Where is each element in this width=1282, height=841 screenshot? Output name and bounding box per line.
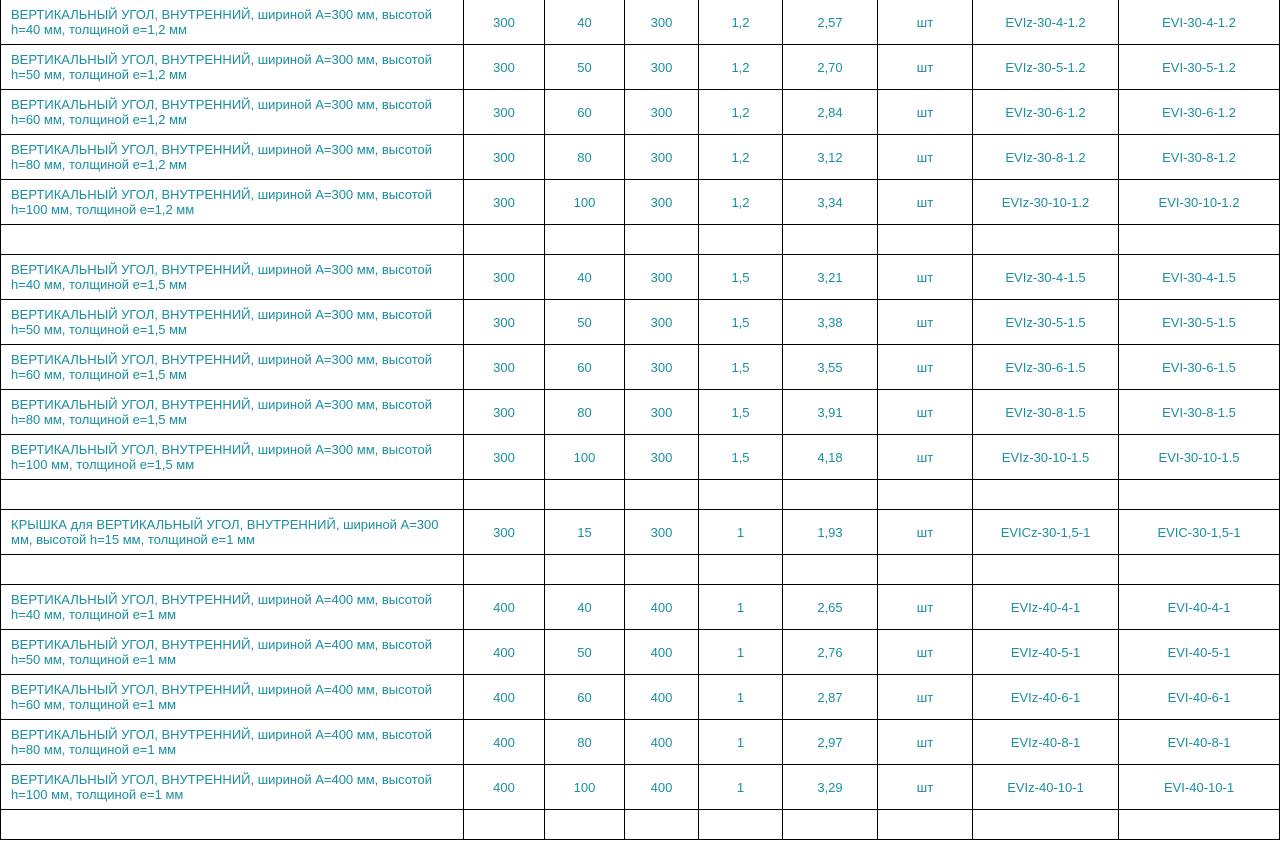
unit-cell: шт — [878, 135, 973, 180]
description-cell: ВЕРТИКАЛЬНЫЙ УГОЛ, ВНУТРЕННИЙ, шириной А=300 мм, высотой h=80 мм, толщиной e=1,5 мм — [1, 390, 464, 435]
article-code-cell: EVI-30-10-1.2 — [1119, 180, 1280, 225]
unit-cell: шт — [878, 390, 973, 435]
width-a-cell: 400 — [464, 675, 545, 720]
table-body — [1, 0, 1280, 840]
weight-cell: 3,12 — [783, 135, 878, 180]
article-code-cell — [1119, 480, 1280, 510]
thickness-cell: 1 — [699, 585, 783, 630]
unit-cell: шт — [878, 255, 973, 300]
weight-cell: 2,97 — [783, 720, 878, 765]
width-a-cell: 300 — [464, 90, 545, 135]
table-row — [1, 180, 1280, 225]
table-row — [1, 0, 1280, 45]
unit-cell: шт — [878, 300, 973, 345]
table-spacer-row — [1, 810, 1280, 840]
height-h-cell: 80 — [545, 135, 625, 180]
weight-cell: 3,29 — [783, 765, 878, 810]
weight-cell: 2,84 — [783, 90, 878, 135]
height-h-cell: 50 — [545, 45, 625, 90]
article-code-z-cell — [973, 555, 1119, 585]
article-code-cell: EVI-30-4-1.5 — [1119, 255, 1280, 300]
weight-cell: 2,87 — [783, 675, 878, 720]
article-code-z-cell: EVIz-40-6-1 — [973, 675, 1119, 720]
height-h-cell — [545, 225, 625, 255]
table-row — [1, 390, 1280, 435]
width-a-cell: 300 — [464, 300, 545, 345]
description-cell — [1, 480, 464, 510]
description-cell: ВЕРТИКАЛЬНЫЙ УГОЛ, ВНУТРЕННИЙ, шириной А=300 мм, высотой h=100 мм, толщиной e=1,5 мм — [1, 435, 464, 480]
description-cell: ВЕРТИКАЛЬНЫЙ УГОЛ, ВНУТРЕННИЙ, шириной А=400 мм, высотой h=80 мм, толщиной e=1 мм — [1, 720, 464, 765]
width-a-cell — [464, 555, 545, 585]
table-row — [1, 255, 1280, 300]
thickness-cell — [699, 810, 783, 840]
description-cell: КРЫШКА для ВЕРТИКАЛЬНЫЙ УГОЛ, ВНУТРЕННИЙ, шириной А=300 мм, высотой h=15 мм, толщиной e=1 мм — [1, 510, 464, 555]
article-code-z-cell: EVIz-30-8-1.2 — [973, 135, 1119, 180]
article-code-z-cell: EVIz-30-10-1.2 — [973, 180, 1119, 225]
width-a-cell — [464, 225, 545, 255]
thickness-cell: 1,2 — [699, 135, 783, 180]
width-a-cell: 300 — [464, 390, 545, 435]
thickness-cell: 1,2 — [699, 0, 783, 45]
length-cell: 300 — [625, 510, 699, 555]
length-cell: 300 — [625, 300, 699, 345]
table-row — [1, 765, 1280, 810]
length-cell: 300 — [625, 345, 699, 390]
width-a-cell: 300 — [464, 345, 545, 390]
table-row — [1, 45, 1280, 90]
description-cell: ВЕРТИКАЛЬНЫЙ УГОЛ, ВНУТРЕННИЙ, шириной А=400 мм, высотой h=40 мм, толщиной e=1 мм — [1, 585, 464, 630]
unit-cell: шт — [878, 765, 973, 810]
height-h-cell — [545, 810, 625, 840]
unit-cell: шт — [878, 90, 973, 135]
article-code-cell: EVI-40-10-1 — [1119, 765, 1280, 810]
height-h-cell: 100 — [545, 435, 625, 480]
width-a-cell: 300 — [464, 435, 545, 480]
thickness-cell: 1 — [699, 510, 783, 555]
unit-cell — [878, 480, 973, 510]
width-a-cell — [464, 480, 545, 510]
weight-cell: 3,55 — [783, 345, 878, 390]
description-cell: ВЕРТИКАЛЬНЫЙ УГОЛ, ВНУТРЕННИЙ, шириной А=300 мм, высотой h=50 мм, толщиной e=1,2 мм — [1, 45, 464, 90]
table-spacer-row — [1, 480, 1280, 510]
height-h-cell: 100 — [545, 180, 625, 225]
length-cell — [625, 225, 699, 255]
article-code-z-cell: EVIz-30-6-1.5 — [973, 345, 1119, 390]
weight-cell — [783, 810, 878, 840]
table-row — [1, 630, 1280, 675]
weight-cell — [783, 480, 878, 510]
weight-cell: 1,93 — [783, 510, 878, 555]
article-code-z-cell: EVIz-30-10-1.5 — [973, 435, 1119, 480]
length-cell: 300 — [625, 135, 699, 180]
length-cell: 300 — [625, 390, 699, 435]
article-code-cell: EVI-30-6-1.2 — [1119, 90, 1280, 135]
unit-cell: шт — [878, 45, 973, 90]
length-cell: 400 — [625, 585, 699, 630]
table-row — [1, 135, 1280, 180]
description-cell: ВЕРТИКАЛЬНЫЙ УГОЛ, ВНУТРЕННИЙ, шириной А=300 мм, высотой h=80 мм, толщиной e=1,2 мм — [1, 135, 464, 180]
article-code-cell — [1119, 810, 1280, 840]
thickness-cell: 1,2 — [699, 180, 783, 225]
thickness-cell: 1 — [699, 720, 783, 765]
article-code-cell: EVI-30-5-1.5 — [1119, 300, 1280, 345]
description-cell: ВЕРТИКАЛЬНЫЙ УГОЛ, ВНУТРЕННИЙ, шириной А=300 мм, высотой h=50 мм, толщиной e=1,5 мм — [1, 300, 464, 345]
description-cell: ВЕРТИКАЛЬНЫЙ УГОЛ, ВНУТРЕННИЙ, шириной А=300 мм, высотой h=40 мм, толщиной e=1,2 мм — [1, 0, 464, 45]
unit-cell: шт — [878, 675, 973, 720]
width-a-cell: 300 — [464, 45, 545, 90]
thickness-cell: 1,5 — [699, 300, 783, 345]
thickness-cell — [699, 480, 783, 510]
height-h-cell: 60 — [545, 90, 625, 135]
weight-cell: 2,76 — [783, 630, 878, 675]
article-code-cell: EVI-40-4-1 — [1119, 585, 1280, 630]
unit-cell — [878, 555, 973, 585]
length-cell: 400 — [625, 675, 699, 720]
description-cell: ВЕРТИКАЛЬНЫЙ УГОЛ, ВНУТРЕННИЙ, шириной А=300 мм, высотой h=60 мм, толщиной e=1,2 мм — [1, 90, 464, 135]
description-cell: ВЕРТИКАЛЬНЫЙ УГОЛ, ВНУТРЕННИЙ, шириной А=400 мм, высотой h=50 мм, толщиной e=1 мм — [1, 630, 464, 675]
width-a-cell: 300 — [464, 510, 545, 555]
weight-cell — [783, 225, 878, 255]
table-row — [1, 435, 1280, 480]
weight-cell: 3,91 — [783, 390, 878, 435]
description-cell — [1, 555, 464, 585]
description-cell — [1, 225, 464, 255]
weight-cell — [783, 555, 878, 585]
unit-cell: шт — [878, 630, 973, 675]
height-h-cell: 40 — [545, 255, 625, 300]
table-row — [1, 300, 1280, 345]
unit-cell: шт — [878, 345, 973, 390]
length-cell: 300 — [625, 180, 699, 225]
thickness-cell — [699, 225, 783, 255]
article-code-cell: EVI-30-8-1.5 — [1119, 390, 1280, 435]
unit-cell: шт — [878, 510, 973, 555]
article-code-cell — [1119, 225, 1280, 255]
height-h-cell: 15 — [545, 510, 625, 555]
thickness-cell: 1,2 — [699, 45, 783, 90]
unit-cell — [878, 810, 973, 840]
article-code-cell: EVI-40-8-1 — [1119, 720, 1280, 765]
table-row — [1, 510, 1280, 555]
width-a-cell: 400 — [464, 765, 545, 810]
table-spacer-row — [1, 225, 1280, 255]
description-cell: ВЕРТИКАЛЬНЫЙ УГОЛ, ВНУТРЕННИЙ, шириной А=300 мм, высотой h=100 мм, толщиной e=1,2 мм — [1, 180, 464, 225]
article-code-cell: EVI-30-8-1.2 — [1119, 135, 1280, 180]
table-row — [1, 585, 1280, 630]
description-cell: ВЕРТИКАЛЬНЫЙ УГОЛ, ВНУТРЕННИЙ, шириной А=300 мм, высотой h=60 мм, толщиной e=1,5 мм — [1, 345, 464, 390]
length-cell: 300 — [625, 435, 699, 480]
thickness-cell: 1,5 — [699, 345, 783, 390]
article-code-z-cell — [973, 225, 1119, 255]
thickness-cell — [699, 555, 783, 585]
unit-cell: шт — [878, 585, 973, 630]
length-cell: 400 — [625, 720, 699, 765]
weight-cell: 2,65 — [783, 585, 878, 630]
description-cell: ВЕРТИКАЛЬНЫЙ УГОЛ, ВНУТРЕННИЙ, шириной А=400 мм, высотой h=100 мм, толщиной e=1 мм — [1, 765, 464, 810]
thickness-cell: 1 — [699, 765, 783, 810]
thickness-cell: 1,5 — [699, 435, 783, 480]
unit-cell: шт — [878, 720, 973, 765]
length-cell — [625, 810, 699, 840]
article-code-z-cell: EVIz-30-5-1.2 — [973, 45, 1119, 90]
weight-cell: 2,57 — [783, 0, 878, 45]
article-code-z-cell: EVIz-30-8-1.5 — [973, 390, 1119, 435]
height-h-cell: 60 — [545, 675, 625, 720]
length-cell: 300 — [625, 0, 699, 45]
unit-cell: шт — [878, 0, 973, 45]
article-code-z-cell: EVIz-30-4-1.5 — [973, 255, 1119, 300]
width-a-cell: 400 — [464, 585, 545, 630]
thickness-cell: 1,5 — [699, 255, 783, 300]
height-h-cell — [545, 555, 625, 585]
article-code-z-cell: EVIz-30-5-1.5 — [973, 300, 1119, 345]
thickness-cell: 1,2 — [699, 90, 783, 135]
article-code-z-cell — [973, 810, 1119, 840]
article-code-cell: EVI-40-6-1 — [1119, 675, 1280, 720]
table-row — [1, 720, 1280, 765]
unit-cell — [878, 225, 973, 255]
article-code-z-cell: EVIz-40-5-1 — [973, 630, 1119, 675]
length-cell: 400 — [625, 630, 699, 675]
table-spacer-row — [1, 555, 1280, 585]
unit-cell: шт — [878, 180, 973, 225]
thickness-cell: 1 — [699, 675, 783, 720]
width-a-cell: 300 — [464, 180, 545, 225]
length-cell: 400 — [625, 765, 699, 810]
weight-cell: 2,70 — [783, 45, 878, 90]
length-cell — [625, 555, 699, 585]
width-a-cell: 400 — [464, 720, 545, 765]
article-code-z-cell: EVICz-30-1,5-1 — [973, 510, 1119, 555]
article-code-cell: EVIC-30-1,5-1 — [1119, 510, 1280, 555]
description-cell: ВЕРТИКАЛЬНЫЙ УГОЛ, ВНУТРЕННИЙ, шириной А=400 мм, высотой h=60 мм, толщиной e=1 мм — [1, 675, 464, 720]
article-code-cell: EVI-30-6-1.5 — [1119, 345, 1280, 390]
height-h-cell: 40 — [545, 0, 625, 45]
width-a-cell: 300 — [464, 135, 545, 180]
width-a-cell: 300 — [464, 255, 545, 300]
height-h-cell: 100 — [545, 765, 625, 810]
length-cell: 300 — [625, 45, 699, 90]
height-h-cell: 60 — [545, 345, 625, 390]
table-row — [1, 345, 1280, 390]
article-code-cell: EVI-30-5-1.2 — [1119, 45, 1280, 90]
weight-cell: 3,21 — [783, 255, 878, 300]
width-a-cell: 400 — [464, 630, 545, 675]
weight-cell: 4,18 — [783, 435, 878, 480]
length-cell: 300 — [625, 90, 699, 135]
width-a-cell — [464, 810, 545, 840]
height-h-cell: 80 — [545, 720, 625, 765]
height-h-cell: 80 — [545, 390, 625, 435]
article-code-z-cell: EVIz-30-4-1.2 — [973, 0, 1119, 45]
article-code-cell: EVI-30-10-1.5 — [1119, 435, 1280, 480]
thickness-cell: 1,5 — [699, 390, 783, 435]
height-h-cell: 40 — [545, 585, 625, 630]
unit-cell: шт — [878, 435, 973, 480]
weight-cell: 3,38 — [783, 300, 878, 345]
description-cell — [1, 810, 464, 840]
thickness-cell: 1 — [699, 630, 783, 675]
article-code-z-cell: EVIz-30-6-1.2 — [973, 90, 1119, 135]
article-code-cell: EVI-40-5-1 — [1119, 630, 1280, 675]
weight-cell: 3,34 — [783, 180, 878, 225]
article-code-cell: EVI-30-4-1.2 — [1119, 0, 1280, 45]
article-code-z-cell: EVIz-40-4-1 — [973, 585, 1119, 630]
height-h-cell — [545, 480, 625, 510]
table-row — [1, 675, 1280, 720]
article-code-z-cell — [973, 480, 1119, 510]
table-row — [1, 90, 1280, 135]
article-code-z-cell: EVIz-40-8-1 — [973, 720, 1119, 765]
height-h-cell: 50 — [545, 630, 625, 675]
article-code-z-cell: EVIz-40-10-1 — [973, 765, 1119, 810]
description-cell: ВЕРТИКАЛЬНЫЙ УГОЛ, ВНУТРЕННИЙ, шириной А=300 мм, высотой h=40 мм, толщиной e=1,5 мм — [1, 255, 464, 300]
length-cell: 300 — [625, 255, 699, 300]
length-cell — [625, 480, 699, 510]
width-a-cell: 300 — [464, 0, 545, 45]
article-code-cell — [1119, 555, 1280, 585]
height-h-cell: 50 — [545, 300, 625, 345]
